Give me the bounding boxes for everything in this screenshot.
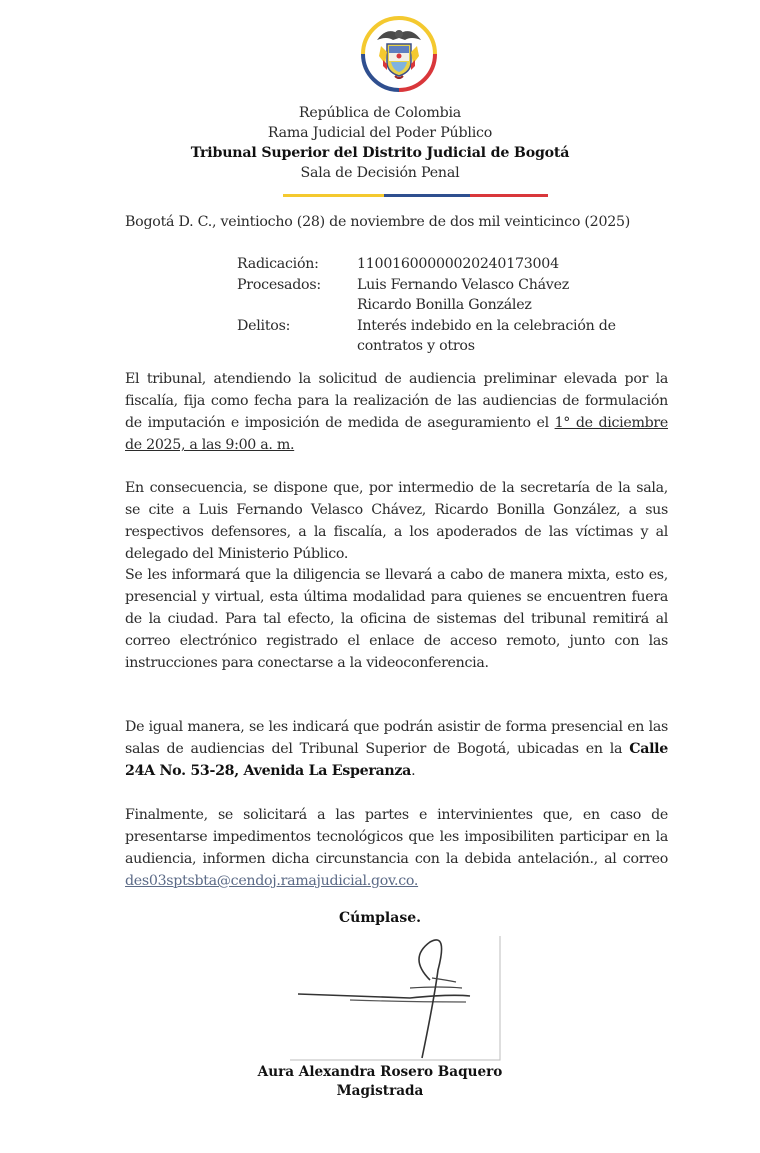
header-court [0,143,760,163]
radicacion-label: Radicación: [237,256,319,272]
closing-cumplase: Cúmplase. [339,910,421,926]
paragraph-location [125,716,668,782]
radicacion-row [237,254,616,275]
coat-of-arms-seal [357,12,441,96]
paragraph-citation: En consecuencia, se dispone que, por intermedio de la secretaría de la sala, se cite a Luis Fernando Velasco Chávez, Ricardo Bonilla González, a sus respectivos defensores, a la fiscalía, a los apoderados de las víctimas y al delegado del Ministerio Público. [125,480,668,562]
procesados-row-2 [237,295,616,316]
paragraph-4-end: . [411,763,416,779]
paragraph-technical-issues [125,804,668,892]
paragraph-1-text: El tribunal, atendiendo la solicitud de audiencia preliminar elevada por la fiscalía, fija como fecha para la realización de las audiencias de formulación de imputación e imposición de medida de aseguramiento el [125,371,668,431]
hearing-datetime: 1° de diciembre de 2025, a las 9:00 a. m. [125,415,668,453]
paragraph-hearing-date [125,368,668,456]
delitos-row [237,316,616,337]
signer-title: Magistrada [336,1083,424,1099]
paragraph-modality: Se les informará que la diligencia se llevará a cabo de manera mixta, esto es, presencial y virtual, esta última modalidad para quienes se encuentren fuera de la ciudad. Para tal efecto, la oficina de sistemas del tribunal remitirá al correo electrónico registrado el enlace de acceso remoto, junto con las instrucciones para conectarse a la videoconferencia. [125,567,668,671]
header-chamber: Sala de Decisión Penal [300,165,460,181]
procesados-label: Procesados: [237,276,321,293]
paragraph-4-text: De igual manera, se les indicará que podrán asistir de forma presencial en las salas de audiencias del Tribunal Superior de Bogotá, ubicadas en la [125,719,668,757]
signature [290,930,510,1070]
delitos-label: Delitos: [237,317,291,334]
procesados-row [237,275,616,296]
signer-name: Aura Alexandra Rosero Baquero [257,1064,503,1080]
divider-red [470,194,548,197]
paragraph-5-text: Finalmente, se solicitará a las partes e intervinientes que, en caso de presentarse impedimentos tecnológicos que les imposibiliten participar en la audiencia, informen dicha circunstancia con la debida antelación., al correo [125,807,668,867]
procesado-2: Ricardo Bonilla González [357,297,532,313]
header-country: República de Colombia [298,105,462,121]
header-branch: Rama Judicial del Poder Público [267,125,493,141]
radicacion-value: 11001600000020240173004 [357,256,559,272]
date-line: Bogotá D. C., veintiocho (28) de noviembre de dos mil veinticinco (2025) [125,214,631,230]
delitos-value-1: Interés indebido en la celebración de [357,317,616,334]
court-address: Calle 24A No. 53-28, Avenida La Esperanza [125,741,668,779]
court-name: Tribunal Superior del Distrito Judicial de Bogotá [190,145,570,161]
divider-blue [384,194,470,197]
delitos-value-2: contratos y otros [357,338,475,354]
contact-email-link[interactable]: des03sptsbta@cendoj.ramajudicial.gov.co. [125,873,419,889]
divider-yellow [283,194,384,197]
case-metadata [237,254,616,357]
procesado-1: Luis Fernando Velasco Chávez [357,276,569,293]
delitos-row-2 [237,336,616,357]
signer-block [0,1063,760,1101]
